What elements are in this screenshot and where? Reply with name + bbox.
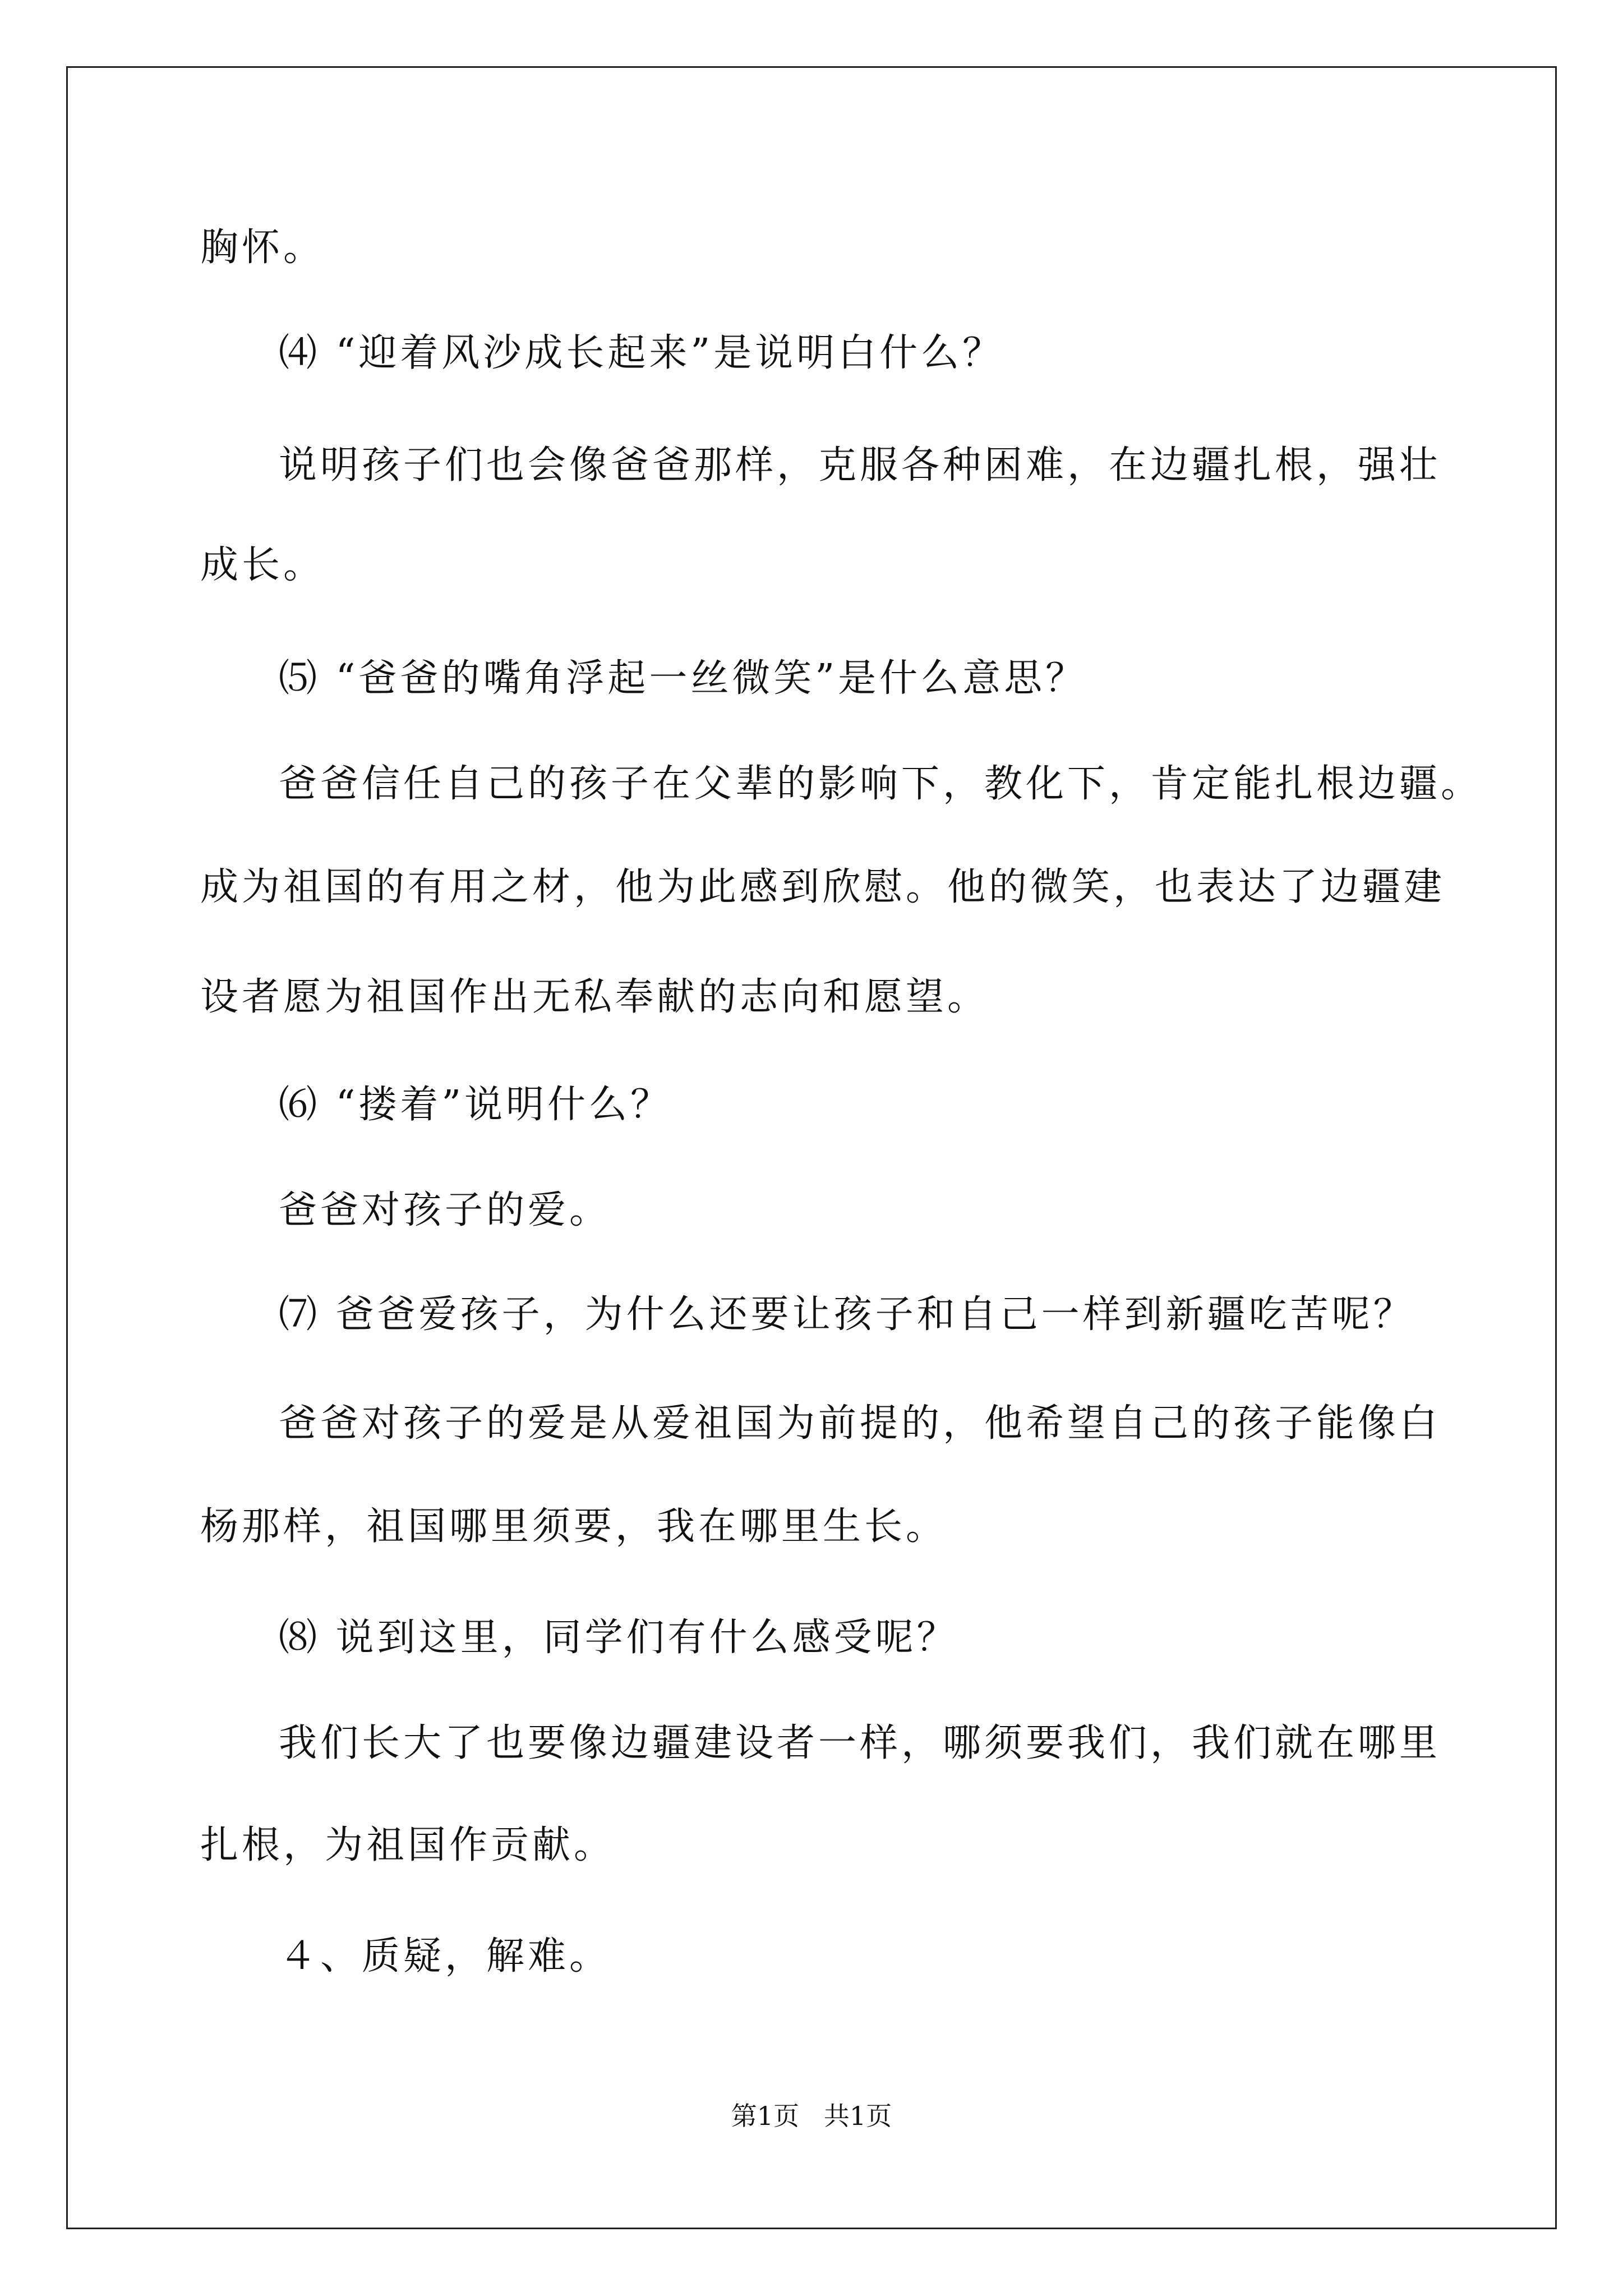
question-8: ⑻ 说到这里，同学们有什么感受呢？ (279, 1616, 958, 1660)
answer-7-line-2: 杨那样，祖国哪里须要，我在哪里生长。 (200, 1504, 948, 1549)
question-6: ⑹ “搂着”说明什么？ (279, 1083, 672, 1127)
answer-5-line-1: 爸爸信任自己的孩子在父辈的影响下，教化下，肯定能扎根边疆。 (279, 762, 1483, 806)
answer-6: 爸爸对孩子的爱。 (279, 1188, 611, 1232)
body-line-1: 胸怀。 (200, 226, 325, 270)
page-border (66, 66, 1557, 2229)
page-footer: 第1页 共1页 (731, 2101, 892, 2131)
section-heading-4: ４、质疑，解难。 (279, 1934, 611, 1978)
answer-4-line-2: 成长。 (200, 543, 325, 587)
question-4: ⑷ “迎着风沙成长起来”是说明白什么？ (279, 331, 1004, 375)
answer-5-line-2: 成为祖国的有用之材，他为此感到欣慰。他的微笑，也表达了边疆建 (200, 865, 1446, 909)
answer-8-line-1: 我们长大了也要像边疆建设者一样，哪须要我们，我们就在哪里 (279, 1721, 1441, 1765)
question-7: ⑺ 爸爸爱孩子，为什么还要让孩子和自己一样到新疆吃苦呢？ (279, 1292, 1415, 1337)
answer-5-line-3: 设者愿为祖国作出无私奉献的志向和愿望。 (200, 975, 989, 1019)
answer-8-line-2: 扎根，为祖国作贡献。 (200, 1823, 616, 1867)
question-5: ⑸ “爸爸的嘴角浮起一丝微笑”是什么意思？ (279, 656, 1087, 701)
answer-7-line-1: 爸爸对孩子的爱是从爱祖国为前提的，他希望自己的孩子能像白 (279, 1401, 1441, 1446)
answer-4-line-1: 说明孩子们也会像爸爸那样，克服各种困难，在边疆扎根，强壮 (279, 443, 1441, 487)
